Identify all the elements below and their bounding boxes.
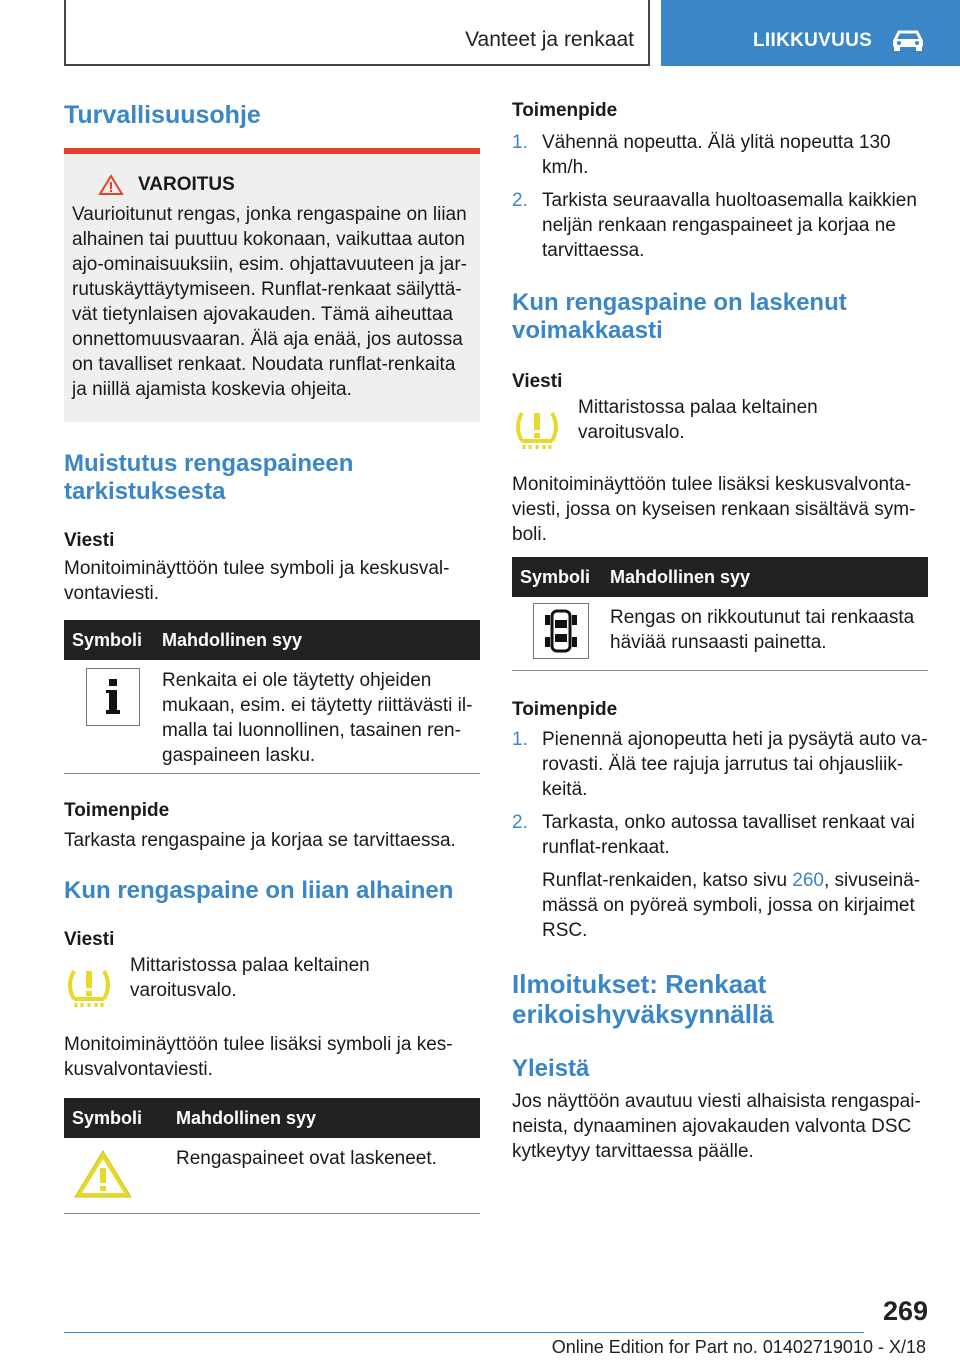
list-text: Pienennä ajonopeutta heti ja pysäytä auto varovasti. Älä tee rajuja jarrutus tai ohjausliikkeitä. (542, 729, 928, 800)
footer-edition: Online Edition for Part no. 01402719010 - X/18 (551, 1337, 926, 1357)
left-column (64, 100, 480, 1214)
action3-note (512, 868, 928, 943)
note-text-post: , sivuseinämässä on pyöreä symboli, jossa on kirjaimet RSC. (542, 870, 921, 941)
warning-text: Vaurioitunut rengas, jonka rengaspaine on liian alhainen tai puuttuu kokonaan, vaikuttaa auton ajo-ominaisuuksiin, esim. ohjattavuuteen ja jarrutuskäyttäytymiseen. Runflat-renkaat säilyttävät tietynlaisen ajovakauden. Tämä aiheuttaa onnettomuusvaaran. Älä aja enää, jos autossa on tavalliset renkaat. Noudata runflat-renkaita ja niillä ajamista koskevia ohjeita. (72, 204, 467, 400)
page-number: 269 (882, 1296, 928, 1326)
chapter-tab[interactable] (661, 0, 960, 66)
action1-label: Toimenpide (64, 800, 170, 821)
low-msg-line (64, 953, 480, 1014)
table-cause-text: Rengas on rikkoutunut tai renkaasta häviää runsaasti painetta. (610, 607, 915, 653)
reminder-msg-text: Monitoiminäyttöön tulee symboli ja keskusvalvontaviesti. (64, 558, 450, 604)
rapid-msg-line (512, 395, 928, 456)
list-text: Tarkasta, onko autossa tavalliset renkaat vai runflat-renkaat. (542, 812, 915, 858)
tire-pressure-warning-icon (512, 395, 578, 456)
symbol-table-1 (64, 620, 480, 774)
warning-triangle-icon (98, 174, 124, 196)
symbol-table-3 (512, 557, 928, 671)
table-col-symbol: Symboli (72, 1107, 143, 1128)
tire-pressure-warning-icon (64, 953, 130, 1014)
footer-divider (64, 1332, 864, 1333)
table-col-symbol: Symboli (72, 629, 143, 650)
list-item (512, 188, 928, 263)
low-msg-text2: Monitoiminäyttöön tulee lisäksi symboli ja keskusvalvontaviesti. (64, 1034, 453, 1080)
rapid-msg-label: Viesti (512, 371, 563, 392)
rapid-msg-text: Mittaristossa palaa keltainen varoitusvalo. (578, 397, 818, 443)
car-icon (891, 28, 925, 52)
list-item (512, 810, 928, 860)
list-number: 2. (512, 812, 528, 833)
low-msg-text: Mittaristossa palaa keltainen varoitusvalo. (130, 955, 370, 1001)
reminder-title: Muistutus rengaspaineen tarkistuksesta (64, 450, 354, 505)
list-number: 1. (512, 729, 528, 750)
note-text-pre: Runflat-renkaiden, katso sivu (542, 870, 793, 891)
list-number: 2. (512, 190, 528, 211)
table-header (64, 1098, 480, 1138)
reminder-msg-label: Viesti (64, 530, 115, 551)
action2-list (512, 130, 928, 263)
table-col-cause: Mahdollinen syy (176, 1107, 317, 1128)
chapter-tab-label: LIIKKUVUUS (753, 30, 873, 51)
table-symbol-cell (64, 660, 162, 773)
general-title: Yleistä (512, 1055, 590, 1082)
notices-title: Ilmoitukset: Renkaat erikoishyväksynnällä (512, 969, 774, 1029)
table-row (64, 1138, 480, 1214)
list-item (512, 727, 928, 802)
warning-header (72, 174, 470, 196)
table-symbol-cell (512, 597, 610, 670)
section-title: Vanteet ja renkaat (465, 28, 634, 51)
warning-label: VAROITUS (138, 174, 235, 195)
right-column (512, 100, 928, 1164)
table-row (512, 597, 928, 671)
info-icon (86, 668, 140, 726)
list-text: Vähennä nopeutta. Älä ylitä nopeutta 130 km/h. (542, 132, 891, 178)
low-msg-label: Viesti (64, 929, 115, 950)
action1-text: Tarkasta rengaspaine ja korjaa se tarvittaessa. (64, 830, 456, 851)
symbol-table-2 (64, 1098, 480, 1214)
action2-label: Toimenpide (512, 100, 618, 121)
general-text: Jos näyttöön avautuu viesti alhaisista rengaspaineista, dynaaminen ajovakauden valvonta DSC kytkeytyy tarvittaessa päälle. (512, 1091, 921, 1162)
car-tire-location-icon (533, 603, 589, 659)
rapid-loss-title: Kun rengaspaine on laskenut voimakkaasti (512, 289, 847, 344)
warning-box (64, 148, 480, 422)
table-col-cause: Mahdollinen syy (610, 566, 751, 587)
table-col-cause: Mahdollinen syy (162, 629, 303, 650)
table-header (64, 620, 480, 660)
page-link[interactable]: 260 (792, 870, 824, 891)
safety-title: Turvallisuusohje (64, 101, 261, 129)
header-frame (64, 0, 650, 66)
list-text: Tarkista seuraavalla huoltoasemalla kaikkien neljän renkaan rengaspaineet ja korjaa ne tarvittaessa. (542, 190, 917, 261)
table-cause-text: Rengaspaineet ovat laskeneet. (176, 1148, 437, 1169)
low-pressure-title: Kun rengaspaine on liian alhainen (64, 877, 454, 904)
table-cause-text: Renkaita ei ole täytetty ohjeiden mukaan, esim. ei täytetty riittävästi ilmalla tai luonnollinen, tasainen rengaspaineen lasku. (162, 670, 473, 766)
list-item (512, 130, 928, 180)
table-header (512, 557, 928, 597)
list-number: 1. (512, 132, 528, 153)
action3-list (512, 727, 928, 943)
table-row (64, 660, 480, 774)
rapid-msg-text2: Monitoiminäyttöön tulee lisäksi keskusvalvontaviesti, jossa on kyseisen renkaan sisältävä symboli. (512, 474, 916, 545)
yellow-warning-triangle-icon (64, 1138, 176, 1213)
table-col-symbol: Symboli (520, 566, 591, 587)
action3-label: Toimenpide (512, 699, 618, 720)
